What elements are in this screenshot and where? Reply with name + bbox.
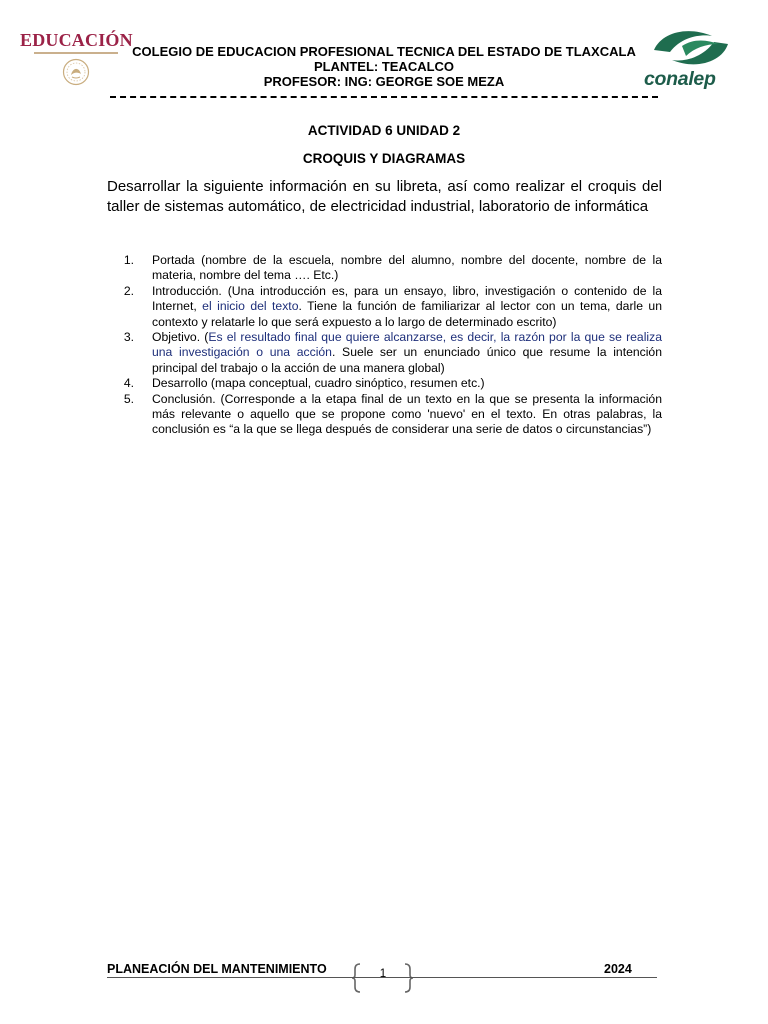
highlighted-phrase: el inicio del texto: [202, 299, 299, 314]
mexico-seal-icon: [62, 58, 90, 86]
footer-rule: [107, 977, 657, 978]
list-item-number: 3.: [123, 330, 135, 345]
educacion-logo-text: EDUCACIÓN: [20, 30, 133, 50]
list-item-number: 5.: [123, 391, 135, 406]
activity-title: ACTIVIDAD 6 UNIDAD 2: [307, 123, 461, 138]
list-item-text: Conclusión. (Corresponde a la etapa final de un texto en la que se presenta la información más relevante o aquello que se propone como 'nuevo' en el texto. En otras palabras, la conclusión es “a la que se llega después de considerar una serie de datos o circunstancias”): [152, 391, 662, 437]
conalep-emblem-icon: [652, 28, 732, 68]
list-item-text: Desarrollo (mapa conceptual, cuadro sinóptico, resumen etc.): [152, 376, 485, 391]
conalep-logo: [640, 28, 736, 94]
list-item: [106, 253, 662, 284]
list-item-text: Portada (nombre de la escuela, nombre del alumno, nombre del docente, nombre de la materia, nombre del tema …. Etc.): [152, 253, 662, 283]
list-item-text: Introducción. (Una introducción es, para un ensayo, libro, investigación o contenido de la Internet, el inicio del texto. Tiene la función de familiarizar al lector con un tema, darle un contexto y relatarle lo que será expuesto a lo largo de determinado escrito): [152, 283, 662, 329]
conalep-logo-text: conalep: [644, 68, 716, 90]
list-item-number: 1.: [123, 253, 135, 267]
school-header: [130, 44, 638, 89]
left-brace-icon: [351, 962, 363, 994]
list-item: [106, 376, 662, 391]
header-separator: [110, 96, 658, 98]
instructions-paragraph: Desarrollar la siguiente información en su libreta, así como realizar el croquis del taller de sistemas automático, de electricidad industrial, laboratorio de informática: [107, 178, 662, 215]
educacion-logo-rule: [34, 52, 118, 54]
footer-course-name: PLANEACIÓN DEL MANTENIMIENTO: [107, 962, 327, 976]
list-item: [106, 284, 662, 330]
right-brace-icon: [402, 962, 414, 994]
highlighted-phrase: Es el resultado final que quiere alcanzarse, es decir, la razón por la que se realiza una investigación o una acción: [152, 330, 662, 360]
list-item-number: 4.: [123, 376, 135, 391]
list-item-text: Objetivo. (Es el resultado final que quiere alcanzarse, es decir, la razón por la que se realiza una investigación o una acción. Suele ser un enunciado único que resume la intención principal del trabajo o la acción de una manera global): [152, 330, 662, 375]
footer-year: 2024: [604, 962, 632, 976]
list-item-number: 2.: [123, 283, 135, 298]
page-number: 1: [379, 968, 387, 980]
activity-subtitle: CROQUIS Y DIAGRAMAS: [302, 151, 466, 166]
school-name: COLEGIO DE EDUCACION PROFESIONAL TECNICA DEL ESTADO DE TLAXCALA: [132, 44, 636, 59]
campus-name: PLANTEL: TEACALCO: [313, 59, 455, 74]
requirements-list: [106, 253, 662, 438]
list-item: [106, 330, 662, 376]
teacher-name: PROFESOR: ING: GEORGE SOE MEZA: [263, 74, 505, 89]
list-item: [106, 392, 662, 438]
educacion-logo: [20, 30, 132, 92]
